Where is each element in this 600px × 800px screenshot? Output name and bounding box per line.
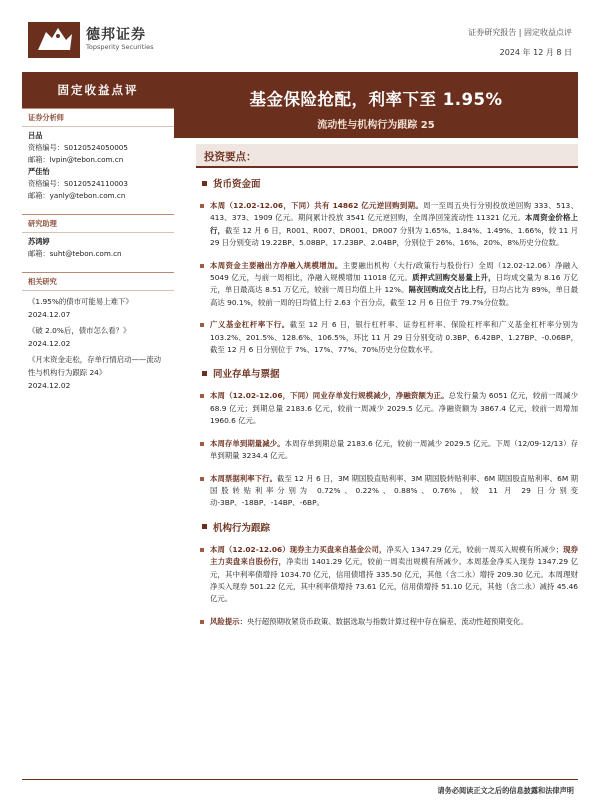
related-date: 2024.12.02 xyxy=(28,381,71,390)
assistant-entry xyxy=(22,233,174,262)
square-bullet-icon xyxy=(202,524,207,529)
main-content xyxy=(196,172,578,638)
related-item[interactable] xyxy=(28,295,168,321)
related-date: 2024.12.02 xyxy=(28,339,71,348)
body-text: 净卖出 1401.29 亿元，较前一周卖出规模有所减少。本周基金净买入现券 1347.29 亿元，其中利率债增持 1034.70 亿元，信用债增持 335.50 亿元，其他（含二永）增持 209.30 亿元。本周理财净买入现券 501.22 亿元，其中利率债增持 73.61 亿元，信用债增持 51.10 亿元，其他（含二永）减持 45.46 亿元。 xyxy=(210,557,578,604)
highlight-text: 本周（12.02-12.06，下同）同业存单发行规模减少，净融资额为正。 xyxy=(210,391,449,401)
bold-text: 本周资金价格上行， xyxy=(210,213,578,235)
highlight-text: 广义基金杠杆率下行。 xyxy=(210,320,290,330)
section-title: 同业存单与票据 xyxy=(213,369,280,381)
analyst-reg: 资格编号：S0120524110003 xyxy=(28,179,128,188)
analyst-name: 吕品 xyxy=(28,131,43,140)
body-text: 净买入 1347.29 亿元，较前一周买入规模有所减少； xyxy=(386,544,564,554)
analyst-reg: 资格编号：S0120524050005 xyxy=(28,143,128,152)
report-subtitle: 流动性与机构行为跟踪 25 xyxy=(317,120,435,131)
report-header xyxy=(0,0,600,68)
related-title[interactable]: 《1.95%的债市可能易上难下》 xyxy=(28,297,133,306)
body-text: 截至 12 月 6 日，R001、R007、DR001、DR007 分别为 1.65%、1.84%、1.49%、1.66%，较 11 月 29 日分别变动 19.22BP、5.08BP、17.23BP、2.04BP，分别位于 26%、16%、20%、8%历史分位数。 xyxy=(210,225,578,248)
section-title: 货币资金面 xyxy=(213,179,261,190)
highlight-text: 本周（12.02-12.06，下同）共有 14862 亿元逆回购到期。 xyxy=(210,201,424,210)
square-bullet-icon xyxy=(200,204,204,208)
body-text: 日均占比为 89%，单日最高达 90.1%，较前一周的日均值上行 2.63 个百分点，截至 12 月 6 日位于 79.7%分位数。 xyxy=(210,285,578,307)
related-title[interactable]: 《月末资金走松，存单行情启动——流动性与机构行为跟踪 24》 xyxy=(28,355,162,377)
logo-english-name: Topsperity Securities xyxy=(86,43,154,51)
square-bullet-icon xyxy=(202,181,207,186)
risk-paragraph xyxy=(196,616,578,628)
square-bullet-icon xyxy=(200,548,204,552)
section-heading xyxy=(196,366,578,380)
square-bullet-icon xyxy=(200,323,204,327)
company-logo xyxy=(28,22,80,58)
square-bullet-icon xyxy=(200,477,204,481)
analysts-heading: 证券分析师 xyxy=(22,108,174,127)
analyst-email: 邮箱：lvpin@tebon.com.cn xyxy=(28,155,124,164)
key-points-label: 投资要点： xyxy=(204,151,257,163)
paragraph xyxy=(196,200,578,250)
left-sidebar xyxy=(22,108,174,399)
square-bullet-icon xyxy=(200,264,204,268)
paragraph xyxy=(196,319,578,356)
related-heading: 相关研究 xyxy=(22,272,174,291)
related-title[interactable]: 《破 2.0%后，债市怎么看？》 xyxy=(28,326,131,335)
body-text: 央行超预期收紧货币政策、数据选取与指数计算过程中存在偏差、流动性超预期变化。 xyxy=(246,616,528,626)
analyst-name: 严佳怡 xyxy=(28,167,50,176)
report-category-banner: 固定收益点评 xyxy=(22,72,174,108)
paragraph xyxy=(196,390,578,427)
paragraph xyxy=(196,544,578,606)
footer-disclaimer: 请务必阅读正文之后的信息披露和法律声明 xyxy=(437,786,574,795)
bold-text: 隔夜回购成交占比上行， xyxy=(408,285,492,295)
highlight-text: 现券主力卖盘来自股份行， xyxy=(210,544,578,567)
highlight-text: 风险提示： xyxy=(210,616,247,626)
report-title: 基金保险抢配，利率下至 1.95% xyxy=(249,90,503,109)
square-bullet-icon xyxy=(200,394,204,398)
assistant-heading: 研究助理 xyxy=(22,214,174,233)
related-item[interactable] xyxy=(28,353,168,392)
related-item[interactable] xyxy=(28,324,168,350)
footer-divider xyxy=(22,779,578,780)
section-heading xyxy=(196,520,578,534)
related-date: 2024.12.07 xyxy=(28,310,71,319)
assistant-email: 邮箱：suht@tebon.com.cn xyxy=(28,249,122,258)
paragraph xyxy=(196,438,578,463)
paragraph xyxy=(196,260,578,310)
body-text: 周一至周五央行分别投放逆回购 333、513、413、373、1909 亿元。期间累计投放 3541 亿元逆回购，全周净回笼流动性 11321 亿元。 xyxy=(210,201,578,223)
highlight-text: 本周存单到期量减少。 xyxy=(210,438,285,448)
body-text: 截至 12 月 6 日，3M 期国股直贴利率、3M 期国股转贴利率、6M 期国股直贴利率、6M 期国股转贴利率分别为 0.72%、0.22%、0.88%、0.76%，较 11 月 29 日分别变动-3BP、-18BP、-14BP、-6BP。 xyxy=(210,473,578,508)
body-text: 本周存单到期总量 2183.6 亿元，较前一周减少 2029.5 亿元。下周（12/09-12/13）存单到期量 3234.4 亿元。 xyxy=(210,438,578,461)
highlight-text: 本周资金主要融出方净融入规模增加。 xyxy=(210,260,343,270)
square-bullet-icon xyxy=(202,371,207,376)
body-text: 主要融出机构（大行/政策行与股份行）全周（12.02-12.06）净融入 5049 亿元，与前一周相比，净融入规模增加 11018 亿元。 xyxy=(210,260,578,283)
body-text: 总发行量为 6051 亿元，较前一周减少 68.9 亿元；到期总量 2183.6 亿元，较前一周减少 2029.5 亿元。净融资额为 3867.4 亿元，较前一周增加 1960.6 亿元。 xyxy=(210,391,578,426)
logo-chinese-name: 德邦证券 xyxy=(86,27,146,43)
square-bullet-icon xyxy=(200,620,204,624)
highlight-text: 本周票据利率下行。 xyxy=(210,473,278,483)
body-text: 截至 12 月 6 日，银行杠杆率、证券杠杆率、保险杠杆率和广义基金杠杆率分别为 103.2%、201.5%、128.6%、106.5%，环比 11 月 29 日分别变动 0.3BP、6.42BP、1.27BP、-0.06BP，截至 12 月 6 日分别位于 7%、17%、77%、70%历史分位数水平。 xyxy=(210,320,578,355)
bold-text: 质押式回购交易量上升， xyxy=(412,273,496,283)
document-type: 证券研究报告 | 固定收益点评 xyxy=(468,28,572,37)
document-date: 2024 年 12 月 8 日 xyxy=(499,48,572,57)
title-banner xyxy=(174,72,578,138)
body-text: 日均成交量为 8.16 万亿元，单日最高达 8.51 万亿元，较前一周日均值上升 12%。 xyxy=(210,273,579,295)
key-points-bar xyxy=(196,144,578,168)
paragraph xyxy=(196,473,578,510)
analyst-entry xyxy=(22,127,174,204)
section-heading xyxy=(196,176,578,190)
related-list xyxy=(22,291,174,399)
highlight-text: 本周（12.02-12.06）现券主力买盘来自基金公司， xyxy=(210,544,387,554)
section-title: 机构行为跟踪 xyxy=(213,522,271,534)
analyst-email: 邮箱：yanly@tebon.com.cn xyxy=(28,191,126,200)
square-bullet-icon xyxy=(200,442,204,446)
assistant-name: 苏鸿婷 xyxy=(28,237,50,246)
